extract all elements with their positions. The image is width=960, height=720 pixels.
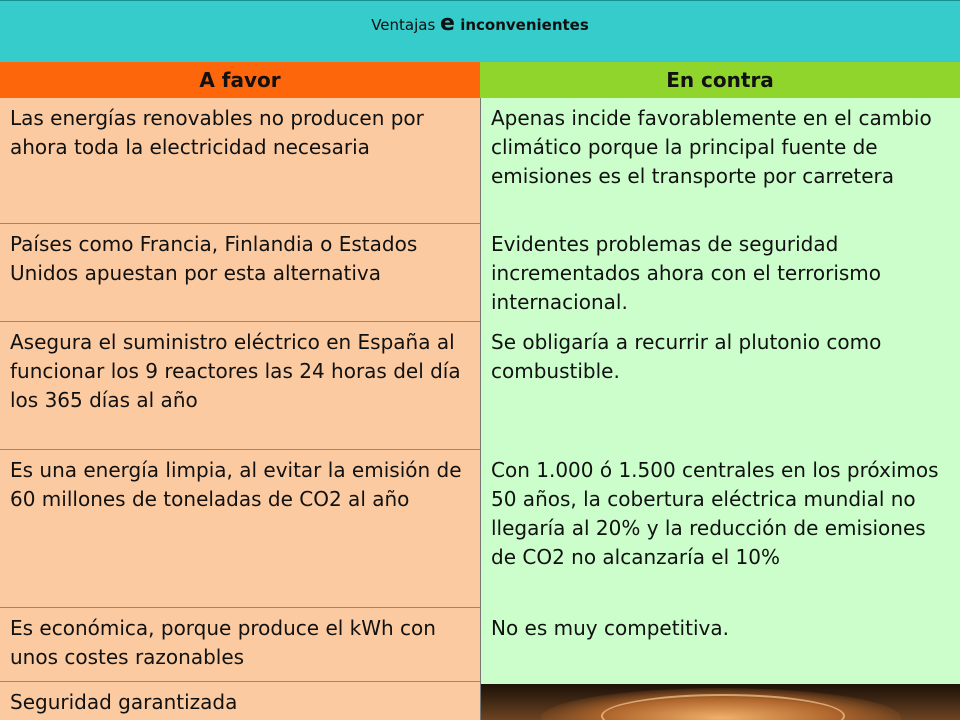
favor-cell: Países como Francia, Finlandia o Estados Unidos apuestan por esta alternativa [0, 224, 480, 322]
contra-cell: No es muy competitiva. [491, 616, 729, 640]
title-bar [0, 0, 960, 63]
title-text-2: e [440, 11, 455, 36]
contra-cell: Con 1.000 ó 1.500 centrales en los próximos 50 años, la cobertura eléctrica mundial no llegaría al 20% y la reducción de emisiones de CO2 no alcanzaría el 10% [491, 458, 939, 569]
favor-cell: Es una energía limpia, al evitar la emisión de 60 millones de toneladas de CO2 al año [0, 450, 480, 608]
header-favor: A favor [0, 62, 480, 99]
column-favor [0, 98, 481, 720]
comparison-table [0, 62, 960, 720]
reactor-photo [481, 684, 960, 720]
favor-cell: Asegura el suministro eléctrico en España al funcionar los 9 reactores las 24 horas del día los 365 días al año [0, 322, 480, 450]
contra-cell: Apenas incide favorablemente en el cambio climático porque la principal fuente de emisiones es el transporte por carretera [491, 106, 932, 188]
title-text-1: Ventajas [371, 16, 441, 34]
title-text-3: inconvenientes [454, 16, 589, 34]
slide-title [0, 11, 960, 36]
favor-cell: Seguridad garantizada [10, 690, 238, 714]
contra-cell: Se obligaría a recurrir al plutonio como combustible. [491, 330, 882, 383]
column-contra [481, 98, 960, 684]
header-contra: En contra [480, 62, 960, 99]
favor-cell: Es económica, porque produce el kWh con unos costes razonables [0, 608, 480, 682]
contra-cell: Evidentes problemas de seguridad incrementados ahora con el terrorismo internacional. [491, 232, 882, 314]
favor-cell: Las energías renovables no producen por ahora toda la electricidad necesaria [0, 98, 480, 224]
